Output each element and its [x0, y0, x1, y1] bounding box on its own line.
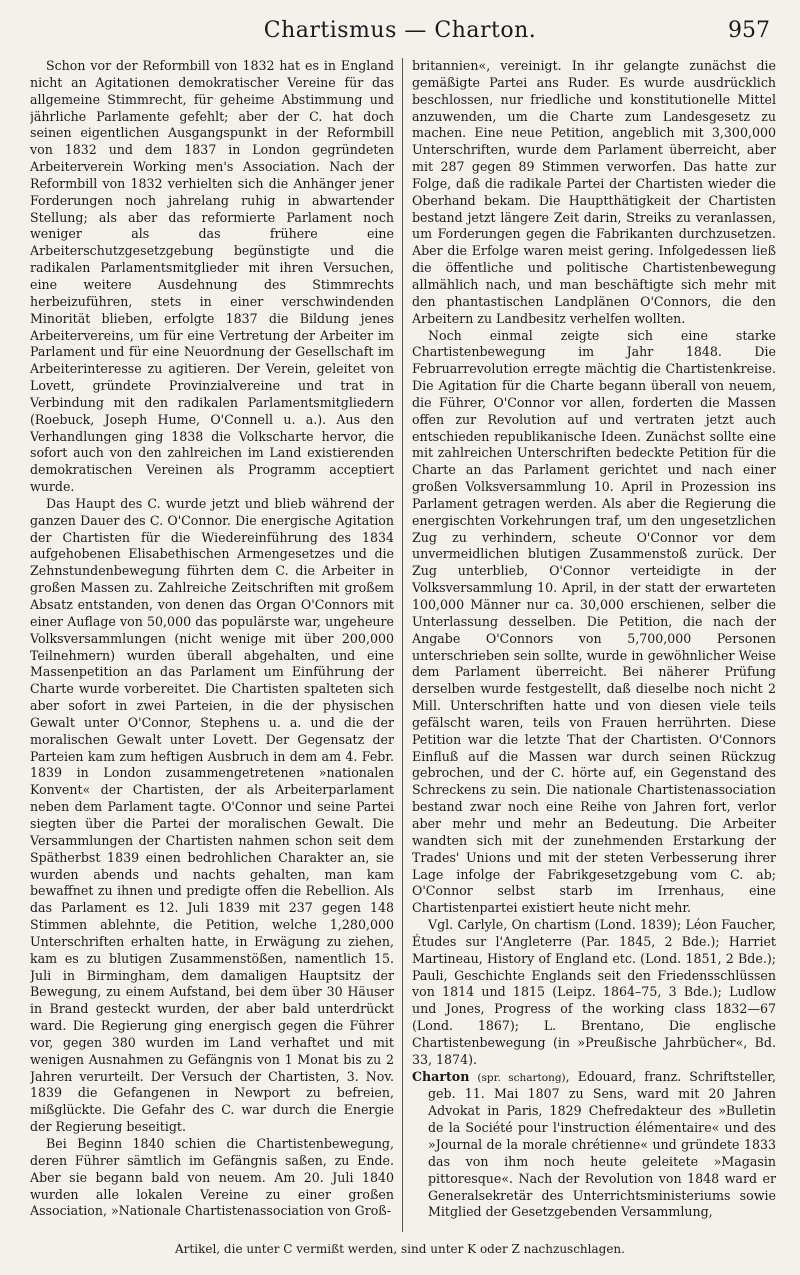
right-column: [412, 58, 776, 1232]
left-column: [30, 58, 394, 1232]
bibliography: Vgl. Carlyle, On chartism (Lond. 1839); Léon Faucher, Études sur l'Angleterre (Par. 1845, 2 Bde.); Harriet Martineau, History of England etc. (Lond. 1851, 2 Bde.); Pauli, Geschichte Englands seit den Friedensschlüssen von 1814 und 1815 (Leipz. 1864–75, 3 Bde.); Ludlow und Jones, Progress of the working class 1832—67 (Lond. 1867); L. Brentano, Die englische Chartistenbewegung (in »Preußische Jahrbücher«, Bd. 33, 1874).: [412, 917, 776, 1067]
column-divider: [402, 58, 403, 1232]
page-header: [30, 14, 770, 48]
running-title: Chartismus — Charton.: [263, 18, 537, 43]
entry-pronunciation: (spr. schartong): [477, 1071, 566, 1084]
paragraph: britannien«, vereinigt. In ihr gelangte zunächst die gemäßigte Partei ans Ruder. Es wurde ausdrücklich beschlossen, nur friedliche und konstitutionelle Mittel anzuwenden, um die Charte zum Landesgesetz zu machen. Eine neue Petition, angeblich mit 3,300,000 Unterschriften, wurde dem Parlament überreicht, aber mit 287 gegen 89 Stimmen verworfen. Das hatte zur Folge, daß die radikale Partei der Chartisten wieder die Oberhand bekam. Die Hauptthätigkeit der Chartisten bestand jetzt längere Zeit darin, Streiks zu veranlassen, um Forderungen gegen die Fabrikanten durchzusetzen. Aber die Erfolge waren meist gering. Infolgedessen ließ die öffentliche und politische Chartistenbewegung allmählich nach, und man beschäftigte sich mehr mit den phantastischen Landplänen O'Connors, die den Arbeitern zu Landbesitz verhelfen wollten.: [412, 58, 776, 326]
entry-text: , Edouard, franz. Schriftsteller, geb. 11. Mai 1807 zu Sens, ward mit 20 Jahren Advokat in Paris, 1829 Chefredakteur des »Bulletin de la Société pour l'instruction élémentaire« und des »Journal de la morale chrétienne« und gründete 1833 das von ihm noch heute geleitete »Magasin pittoresque«. Nach der Revolution von 1848 ward er Generalsekretär des Unterrichtsministeriums sowie Mitglied der Gesetzgebenden Versammlung,: [428, 1068, 776, 1220]
text-columns: [30, 58, 776, 1232]
paragraph: Schon vor der Reformbill von 1832 hat es in England nicht an Agitationen demokratischer Vereine für das allgemeine Stimmrecht, für geheime Abstimmung und jährliche Parlamente gefehlt; aber der C. hat doch seinen eigentlichen Ausgangspunkt in der Reformbill von 1832 und dem 1837 in London gegründeten Arbeiterverein Working men's Association. Nach der Reformbill von 1832 verhielten sich die Anhänger jener Forderungen noch jahrelang ruhig in abwartender Stellung; als aber das reformierte Parlament noch weniger als das frühere eine Arbeiterschutzgesetzgebung begünstigte und die radikalen Parlamentsmitglieder mit ihren Versuchen, eine weitere Ausdehnung des Stimmrechts herbeizuführen, stets in einer verschwindenden Minorität blieben, erfolgte 1837 die Bildung jenes Arbeitervereins, um für eine Vertretung der Arbeiter im Parlament und für eine Neuordnung der Gesellschaft im Arbeiterinteresse zu agitieren. Der Verein, geleitet von Lovett, gründete Provinzialvereine und trat in Verbindung mit den radikalen Parlamentsmitgliedern (Roebuck, Joseph Hume, O'Connell u. a.). Aus den Verhandlungen ging 1838 die Volkscharte hervor, die sofort auch von den zahlreichen im Land existierenden demokratischen Vereinen als Programm acceptiert wurde.: [30, 58, 394, 495]
paragraph: Das Haupt des C. wurde jetzt und blieb während der ganzen Dauer des C. O'Connor. Die energische Agitation der Chartisten für die Wiedereinführung des 1834 aufgehobenen Elisabethischen Armengesetzes und die Zehnstundenbewegung führten dem C. die Arbeiter in großen Massen zu. Zahlreiche Zeitschriften mit großem Absatz entstanden, von denen das Organ O'Connors mit einer Auflage von 50,000 das populärste war, ungeheure Volksversammlungen (nicht wenige mit über 200,000 Teilnehmern) wurden überall abgehalten, und eine Massenpetition an das Parlament um Einführung der Charte wurde vorbereitet. Die Chartisten spalteten sich aber sofort in zwei Parteien, in die der physischen Gewalt unter O'Connor, Stephens u. a. und die der moralischen Gewalt unter Lovett. Der Gegensatz der Parteien kam zum heftigen Ausbruch in dem am 4. Febr. 1839 in London zusammengetretenen »nationalen Konvent« der Chartisten, der als Arbeiterparlament neben dem Parlament tagte. O'Connor und seine Partei siegten über die Partei der moralischen Gewalt. Die Versammlungen der Chartisten nahmen schon seit dem Spätherbst 1839 einen bedrohlichen Charakter an, sie wurden abends und nachts gehalten, man kam bewaffnet zu ihnen und predigte offen die Rebellion. Als das Parlament es 12. Juli 1839 mit 237 gegen 148 Stimmen ablehnte, die Petition, welche 1,280,000 Unterschriften erhalten hatte, in Erwägung zu ziehen, kam es zu blutigen Zusammenstößen, namentlich 15. Juli in Birmingham, dem damaligen Hauptsitz der Bewegung, zu einem Aufstand, bei dem über 30 Häuser in Brand gesteckt wurden, der aber bald unterdrückt ward. Die Regierung ging energisch gegen die Führer vor, gegen 380 wurden im Land verhaftet und mit wenigen Ausnahmen zu Gefängnis von 1 Monat bis zu 2 Jahren verurteilt. Der Versuch der Chartisten, 3. Nov. 1839 die Gefangenen in Newport zu befreien, mißglückte. Die Gefahr des C. war durch die Energie der Regierung beseitigt.: [30, 495, 394, 1135]
paragraph: Noch einmal zeigte sich eine starke Chartistenbewegung im Jahr 1848. Die Februarrevolution erregte mächtig die Chartistenkreise. Die Agitation für die Charte begann überall von neuem, die Führer, O'Connor vor allen, forderten die Massen offen zur Revolution auf und vertraten jetzt auch entschieden republikanische Ideen. Zunächst sollte eine mit zahlreichen Unterschriften bedeckte Petition für die Charte an das Parlament gerichtet und nach einer großen Volksversammlung 10. April in Prozession ins Parlament getragen werden. Als aber die Regierung die energischten Vorkehrungen traf, um den ungesetzlichen Zug zu verhindern, scheute O'Connor vor dem unvermeidlichen blutigen Zusammenstoß zurück. Der Zug unterblieb, O'Connor verteidigte in der Volksversammlung 10. April, in der statt der erwarteten 100,000 Männer nur ca. 30,000 erschienen, selber die Unterlassung desselben. Die Petition, die nach der Angabe O'Connors von 5,700,000 Personen unterschrieben sein sollte, wurde in gewöhnlicher Weise dem Parlament überreicht. Bei näherer Prüfung derselben wurde festgestellt, daß dieselbe noch nicht 2 Mill. Unterschriften hatte und von diesen viele teils gefälscht waren, teils von Frauen herrührten. Diese Petition war die letzte That der Chartisten. O'Connors Einfluß auf die Massen war durch seinen Rückzug gebrochen, und der C. hörte auf, ein Gegenstand des Schreckens zu sein. Die nationale Chartistenassociation bestand zwar noch eine Reihe von Jahren fort, verlor aber mehr und mehr an Bedeutung. Die Arbeiter wandten sich mit der zunehmenden Erstarkung der Trades' Unions und mit der steten Verbesserung ihrer Lage infolge der Fabrikgesetzgebung vom C. ab; O'Connor selbst starb im Irrenhaus, eine Chartistenpartei existiert heute nicht mehr.: [412, 327, 776, 916]
page-footer: Artikel, die unter C vermißt werden, sind unter K oder Z nachzuschlagen.: [175, 1242, 625, 1256]
paragraph: Bei Beginn 1840 schien die Chartistenbewegung, deren Führer sämtlich im Gefängnis saßen, zu Ende. Aber sie begann bald von neuem. Am 20. Juli 1840 wurden alle lokalen Vereine zu einer großen Association, »Nationale Chartistenassociation von Groß-: [30, 1136, 394, 1219]
entry-headword: Charton: [412, 1068, 470, 1084]
page-number: 957: [728, 18, 770, 43]
dictionary-entry: [412, 1069, 776, 1222]
